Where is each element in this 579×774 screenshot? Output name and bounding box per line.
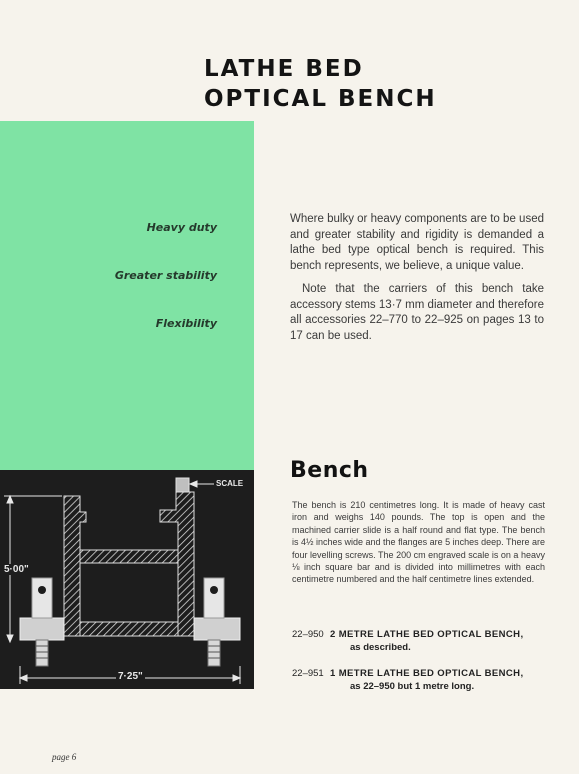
- scale-label: SCALE: [216, 479, 244, 488]
- product-detail: as described.: [350, 642, 411, 653]
- height-dimension-label: 5·00": [4, 564, 29, 575]
- left-screw: [36, 640, 48, 666]
- right-screw: [208, 640, 220, 666]
- product-name: 2 METRE LATHE BED OPTICAL BENCH,: [330, 629, 524, 640]
- left-foot: [20, 618, 64, 640]
- features-panel: [0, 121, 254, 470]
- width-dimension-label: 7·25": [118, 671, 143, 682]
- right-flange: [160, 492, 194, 636]
- diagram-drawing: [0, 470, 254, 689]
- title-line-1: LATHE BED: [204, 56, 364, 82]
- page-number: page 6: [52, 752, 77, 762]
- product-detail: as 22–950 but 1 metre long.: [350, 681, 475, 692]
- feature-flexibility: Flexibility: [155, 317, 217, 330]
- title-line-2: OPTICAL BENCH: [204, 86, 437, 112]
- left-flange: [64, 496, 86, 636]
- feature-heavy-duty: Heavy duty: [146, 221, 217, 234]
- bench-description: The bench is 210 centimetres long. It is made of heavy cast iron and weighs 140 pounds. The top is open and the machined carrier slide is a half round and flat type. The bench is 4½ inches wide and the flanges are 5 inches deep. There are four levelling screws. The 200 cm engraved scale is on a heavy ⅛ inch square bar and is divided into millimetres with each centimetre numbered and the half centimetre lines extended.: [292, 500, 545, 585]
- product-name: 1 METRE LATHE BED OPTICAL BENCH,: [330, 668, 524, 679]
- right-screw-block: [204, 578, 224, 618]
- feature-greater-stability: Greater stability: [114, 269, 217, 282]
- upper-web: [80, 550, 178, 563]
- page-title: [204, 54, 437, 114]
- lower-web: [80, 622, 178, 636]
- left-screw-block: [32, 578, 52, 618]
- intro-paragraph-1: Where bulky or heavy components are to be used and greater stability and rigidity is demanded a lathe bed type optical bench is required. This bench represents, we believe, a unique value.: [290, 213, 544, 272]
- intro-paragraph-2: Note that the carriers of this bench take accessory stems 13·7 mm diameter and therefore all accessories 22–770 to 22–925 on pages 13 to 17 can be used.: [290, 283, 544, 342]
- bench-heading: Bench: [290, 458, 369, 483]
- product-code: 22–950: [292, 629, 324, 640]
- scale-bar: [176, 478, 189, 492]
- product-code: 22–951: [292, 668, 324, 679]
- intro-text: [290, 212, 544, 352]
- right-foot: [194, 618, 240, 640]
- bench-cross-section-diagram: [0, 470, 254, 689]
